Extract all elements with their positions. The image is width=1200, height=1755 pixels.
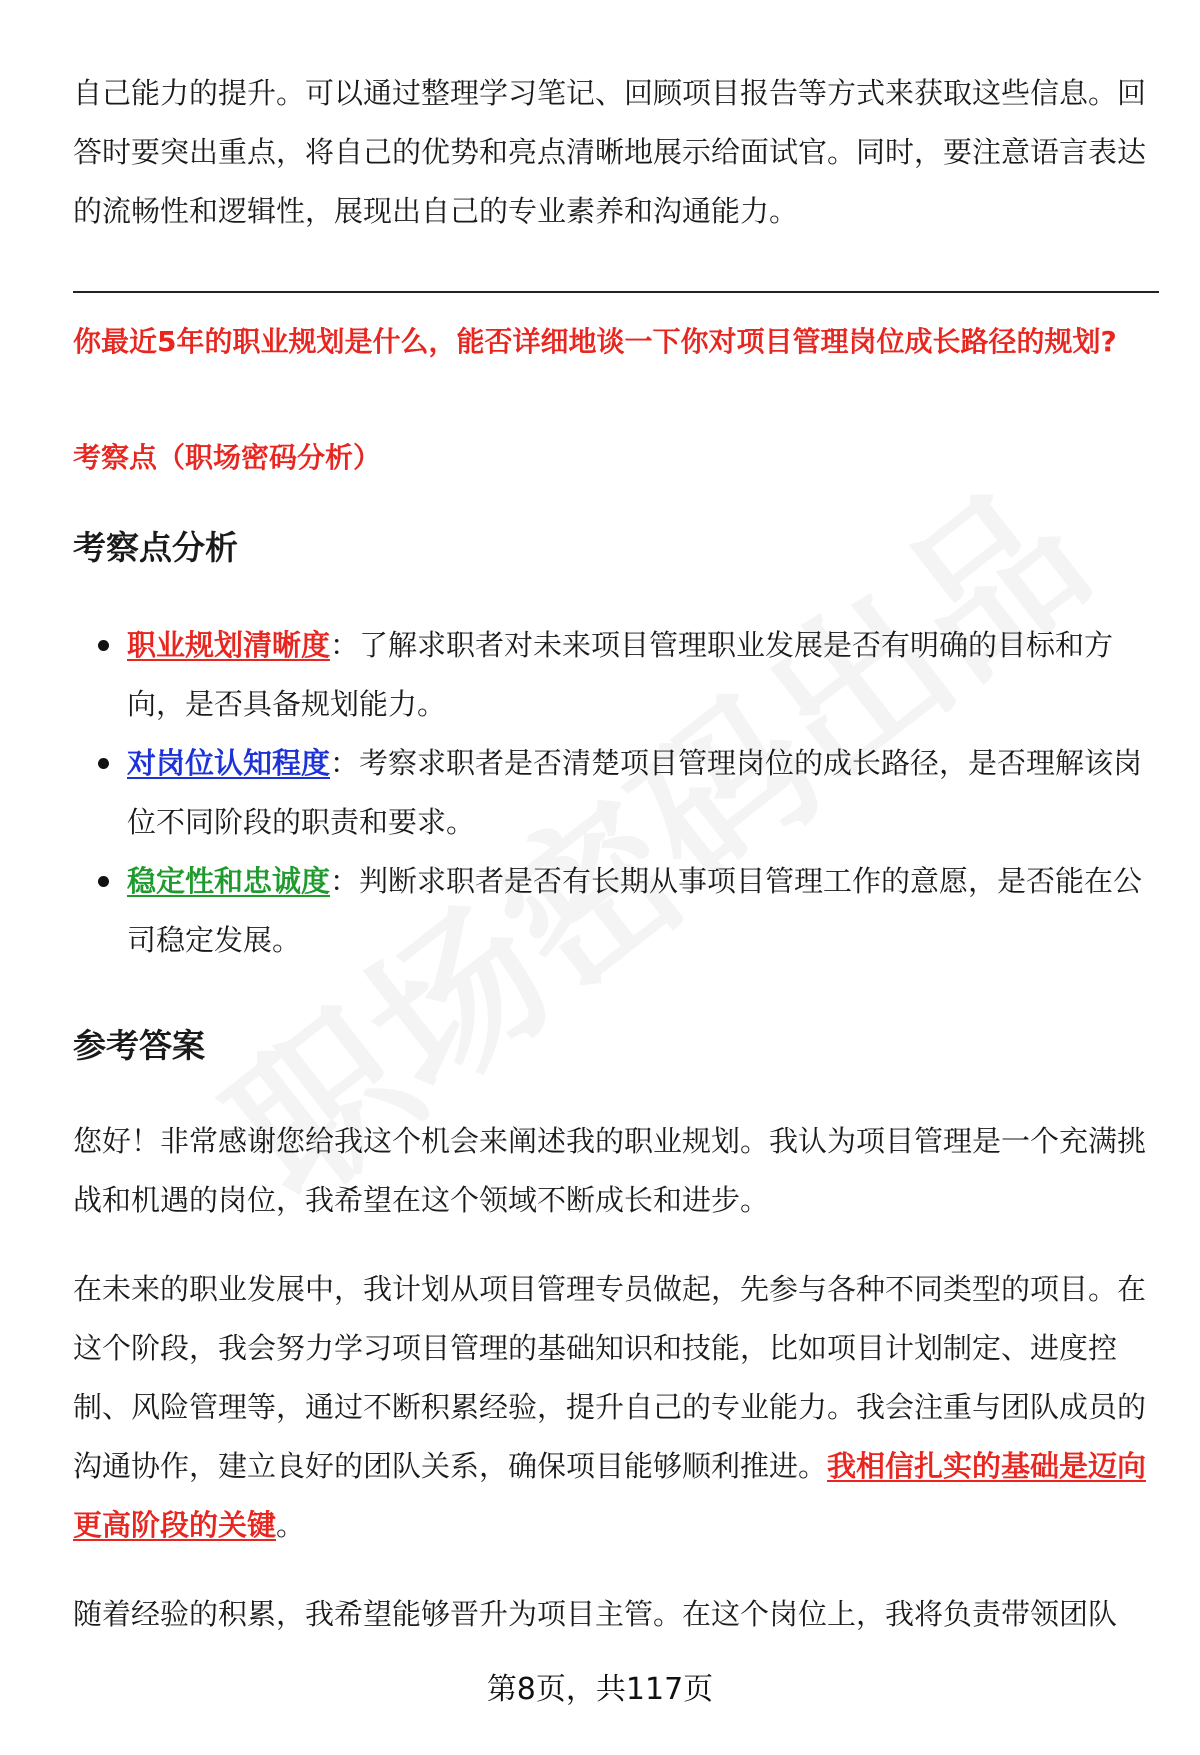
intro-paragraph: 自己能力的提升。可以通过整理学习笔记、回顾项目报告等方式来获取这些信息。回答时要突出重点，将自己的优势和亮点清晰地展示给面试官。同时，要注意语言表达的流畅性和逻辑性，展现出自己的专业素养和沟通能力。 (73, 76, 1147, 228)
point-keyword: 职业规划清晰度 (127, 628, 331, 662)
question-subtitle: 考察点（职场密码分析） (73, 441, 382, 474)
document-page (73, 0, 1159, 1755)
question-title: 你最近5年的职业规划是什么，能否详细地谈一下你对项目管理岗位成长路径的规划? (73, 325, 1117, 358)
list-item (73, 616, 1159, 734)
section-divider (73, 291, 1159, 293)
answer-paragraph-2 (73, 1260, 1159, 1555)
answer-paragraph-1: 您好！非常感谢您给我这个机会来阐述我的职业规划。我认为项目管理是一个充满挑战和机遇的岗位，我希望在这个领域不断成长和进步。 (73, 1124, 1147, 1217)
point-separator: ： (330, 628, 360, 662)
analysis-list (73, 616, 1159, 970)
answer-paragraph-2-end: 。 (276, 1508, 306, 1542)
point-separator: ： (330, 746, 360, 780)
list-item (73, 734, 1159, 852)
point-text: 判断求职者是否有长期从事项目管理工作的意愿，是否能在公司稳定发展。 (127, 864, 1143, 957)
list-item (73, 852, 1159, 970)
point-keyword: 稳定性和忠诚度 (127, 864, 331, 898)
point-keyword: 对岗位认知程度 (127, 746, 331, 780)
answer-paragraph-3: 随着经验的积累，我希望能够晋升为项目主管。在这个岗位上，我将负责带领团队 (73, 1597, 1118, 1631)
page-footer: 第8页，共117页 (486, 1672, 714, 1707)
answer-highlight: 我相信扎实的基础是迈向更高阶段的关键 (73, 1449, 1147, 1542)
answer-heading: 参考答案 (73, 1026, 205, 1065)
point-separator: ： (330, 864, 360, 898)
point-text: 考察求职者是否清楚项目管理岗位的成长路径，是否理解该岗位不同阶段的职责和要求。 (127, 746, 1143, 839)
answer-paragraph-2-text: 在未来的职业发展中，我计划从项目管理专员做起，先参与各种不同类型的项目。在这个阶段，我会努力学习项目管理的基础知识和技能，比如项目计划制定、进度控制、风险管理等，通过不断积累经验，提升自己的专业能力。我会注重与团队成员的沟通协作，建立良好的团队关系，确保项目能够顺利推进。 (73, 1272, 1147, 1483)
point-text: 了解求职者对未来项目管理职业发展是否有明确的目标和方向，是否具备规划能力。 (127, 628, 1114, 721)
analysis-heading: 考察点分析 (73, 528, 238, 567)
